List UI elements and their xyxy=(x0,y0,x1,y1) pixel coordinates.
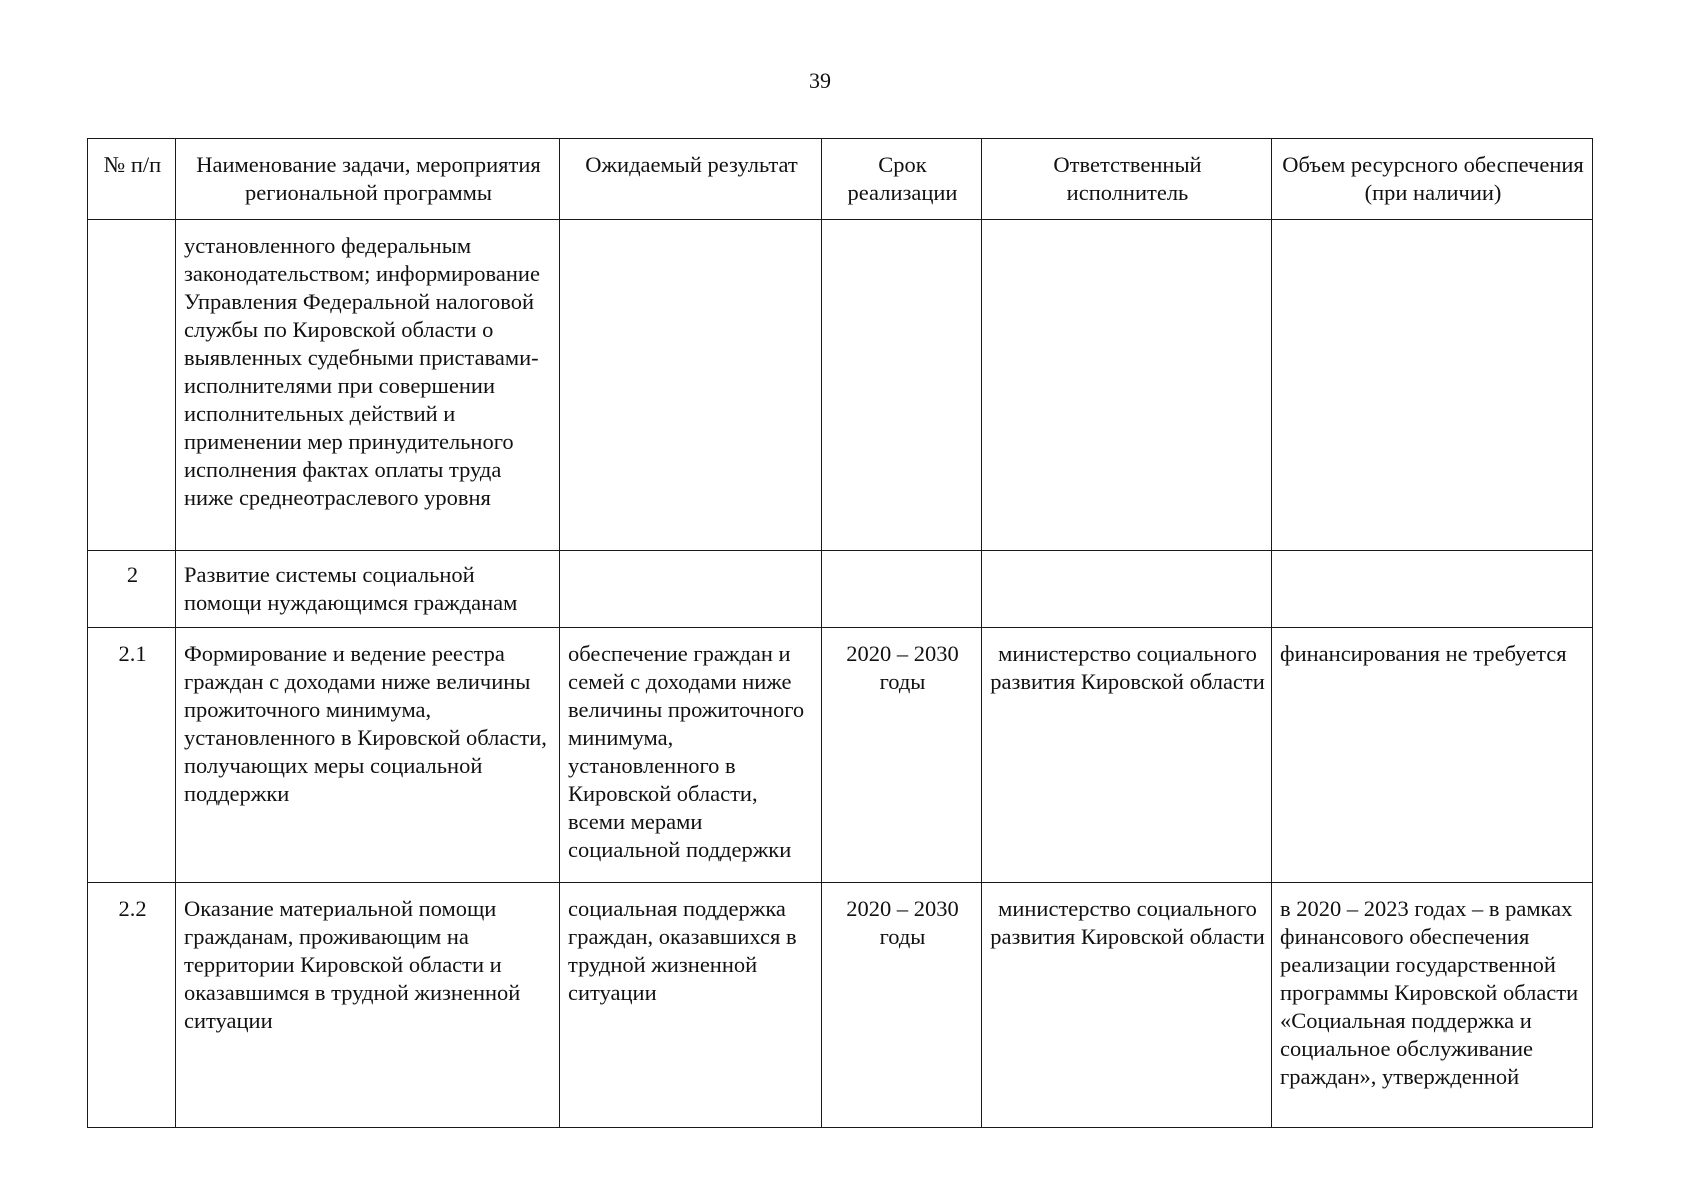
cell-result xyxy=(560,220,822,551)
cell-resources: финансирования не требуется xyxy=(1272,628,1593,883)
table-body xyxy=(88,220,1593,1128)
cell-term: 2020 – 2030 годы xyxy=(822,628,982,883)
header-term: Срок реализации xyxy=(822,139,982,220)
cell-term xyxy=(822,551,982,628)
cell-term xyxy=(822,220,982,551)
cell-resources: в 2020 – 2023 годах – в рамках финансового обеспечения реализации государственной программы Кировской области «Социальная поддержка и социальное обслуживание граждан», утвержденной xyxy=(1272,883,1593,1128)
header-row xyxy=(88,139,1593,220)
cell-result: обеспечение граждан и семей с доходами ниже величины прожиточного минимума, установленного в Кировской области, всеми мерами социальной поддержки xyxy=(560,628,822,883)
header-result: Ожидаемый результат xyxy=(560,139,822,220)
header-resources: Объем ресурсного обеспечения (при наличии) xyxy=(1272,139,1593,220)
cell-result: социальная поддержка граждан, оказавшихся в трудной жизненной ситуации xyxy=(560,883,822,1128)
cell-term: 2020 – 2030 годы xyxy=(822,883,982,1128)
cell-resources xyxy=(1272,220,1593,551)
cell-num: 2 xyxy=(88,551,176,628)
table-row xyxy=(88,628,1593,883)
header-num: № п/п xyxy=(88,139,176,220)
cell-num: 2.1 xyxy=(88,628,176,883)
cell-num: 2.2 xyxy=(88,883,176,1128)
header-name: Наименование задачи, мероприятия региональной программы xyxy=(176,139,560,220)
table-row xyxy=(88,220,1593,551)
program-table xyxy=(87,138,1593,1128)
cell-num xyxy=(88,220,176,551)
table-row xyxy=(88,551,1593,628)
page-number: 39 xyxy=(809,68,831,93)
cell-resources xyxy=(1272,551,1593,628)
cell-name: Оказание материальной помощи гражданам, проживающим на территории Кировской области и оказавшимся в трудной жизненной ситуации xyxy=(176,883,560,1128)
cell-executor: министерство социального развития Кировской области xyxy=(982,883,1272,1128)
cell-name: установленного федеральным законодательством; информирование Управления Федеральной налоговой службы по Кировской области о выявленных судебными приставами-исполнителями при совершении исполнительных действий и применении мер принудительного исполнения фактах оплаты труда ниже среднеотраслевого уровня xyxy=(176,220,560,551)
cell-executor xyxy=(982,220,1272,551)
table-header xyxy=(88,139,1593,220)
header-executor: Ответственный исполнитель xyxy=(982,139,1272,220)
cell-result xyxy=(560,551,822,628)
cell-name: Развитие системы социальной помощи нуждающимся гражданам xyxy=(176,551,560,628)
cell-executor xyxy=(982,551,1272,628)
cell-executor: министерство социального развития Кировской области xyxy=(982,628,1272,883)
table-row xyxy=(88,883,1593,1128)
cell-name: Формирование и ведение реестра граждан с доходами ниже величины прожиточного минимума, установленного в Кировской области, получающих меры социальной поддержки xyxy=(176,628,560,883)
